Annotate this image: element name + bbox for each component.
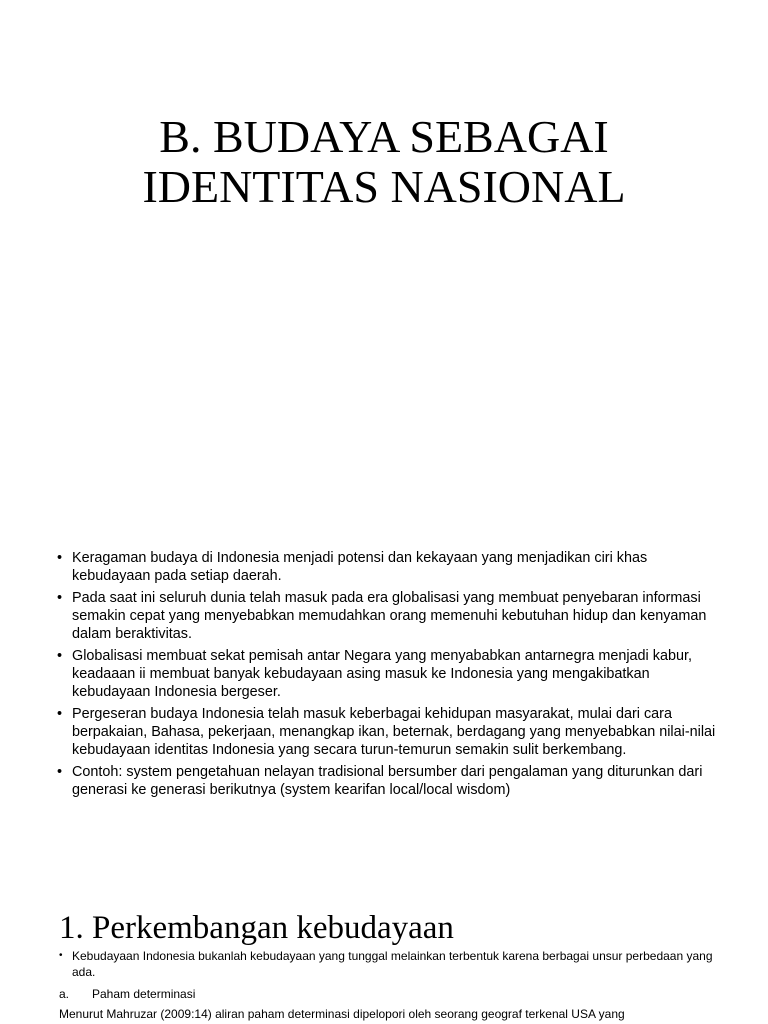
sub-item-text: Paham determinasi xyxy=(92,987,196,1001)
list-item xyxy=(59,948,719,980)
bullet-icon: • xyxy=(59,950,63,961)
sub-item-marker: a. xyxy=(59,987,70,1001)
list-item xyxy=(57,647,729,701)
section-heading: 1. Perkembangan kebudayaan xyxy=(59,910,454,946)
list-item xyxy=(57,763,729,799)
body-paragraph: Menurut Mahruzar (2009:14) aliran paham determinasi dipelopori oleh seorang geograf terkenal USA yang xyxy=(59,1007,625,1021)
bullet-icon: • xyxy=(57,550,63,566)
list-item xyxy=(57,589,729,643)
bullet-icon: • xyxy=(57,706,63,722)
bullet-text: Globalisasi membuat sekat pemisah antar Negara yang menyababkan antarnegra menjadi kabur, keadaaan ii membuat banyak kebudayaan asing masuk ke Indonesia yang mengakibatkan kebudayaan Indonesia bergeser. xyxy=(72,648,692,700)
bullet-icon: • xyxy=(57,764,63,780)
slide-title xyxy=(0,112,768,212)
bullet-text: Kebudayaan Indonesia bukanlah kebudayaan yang tunggal melainkan terbentuk karena berbagai unsur perbedaan yang ada. xyxy=(72,949,713,979)
sub-item xyxy=(59,986,195,1002)
slide-title-line-1: B. BUDAYA SEBAGAI xyxy=(159,111,609,162)
bullet-icon: • xyxy=(57,590,63,606)
list-item xyxy=(57,705,729,759)
bullet-text: Keragaman budaya di Indonesia menjadi potensi dan kekayaan yang menjadikan ciri khas kebudayaan pada setiap daerah. xyxy=(72,550,648,584)
bullet-text: Pergeseran budaya Indonesia telah masuk keberbagai kehidupan masyarakat, mulai dari cara berpakaian, Bahasa, pekerjaan, menangkap ikan, beternak, berdagang yang menyebabkan nilai-nilai kebudayaan identitas Indonesia yang secara turun-temurun semakin sulit berkembang. xyxy=(72,706,716,758)
list-item xyxy=(57,549,729,585)
section-bullet-list xyxy=(59,948,719,980)
bullet-text: Pada saat ini seluruh dunia telah masuk pada era globalisasi yang membuat penyebaran informasi semakin cepat yang menyebabkan memudahkan orang memenuhi kebutuhan hidup dan kenyaman dalam beraktivitas. xyxy=(72,590,707,642)
slide-title-line-2: IDENTITAS NASIONAL xyxy=(142,161,626,212)
bullet-text: Contoh: system pengetahuan nelayan tradisional bersumber dari pengalaman yang diturunkan dari generasi ke generasi berikutnya (system kearifan local/local wisdom) xyxy=(72,764,703,798)
main-bullet-list xyxy=(57,549,729,803)
bullet-icon: • xyxy=(57,648,63,664)
